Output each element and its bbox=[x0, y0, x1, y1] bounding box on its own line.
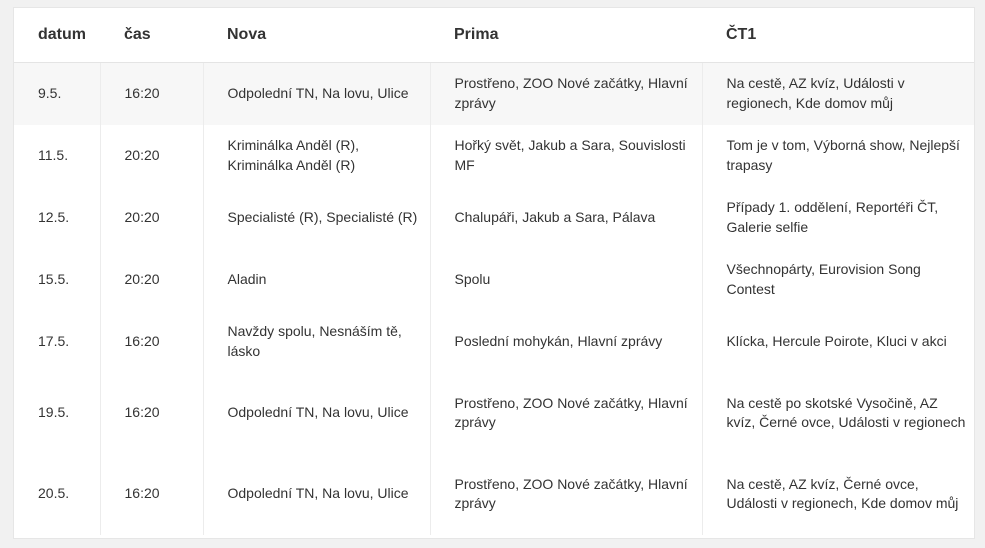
cell-nova: Navždy spolu, Nesnáším tě, lásko bbox=[203, 311, 430, 373]
cell-ct1: Případy 1. oddělení, Reportéři ČT, Galerie selfie bbox=[702, 187, 974, 249]
cell-prima: Spolu bbox=[430, 249, 702, 311]
cell-cas: 20:20 bbox=[100, 125, 203, 187]
cell-datum: 9.5. bbox=[14, 63, 100, 125]
cell-prima: Prostřeno, ZOO Nové začátky, Hlavní zprávy bbox=[430, 373, 702, 454]
cell-cas: 16:20 bbox=[100, 311, 203, 373]
cell-nova: Specialisté (R), Specialisté (R) bbox=[203, 187, 430, 249]
cell-nova: Aladin bbox=[203, 249, 430, 311]
cell-prima: Chalupáři, Jakub a Sara, Pálava bbox=[430, 187, 702, 249]
cell-prima: Poslední mohykán, Hlavní zprávy bbox=[430, 311, 702, 373]
cell-ct1: Na cestě, AZ kvíz, Černé ovce, Události v regionech, Kde domov můj bbox=[702, 454, 974, 535]
table-row bbox=[14, 311, 974, 373]
table-row bbox=[14, 454, 974, 535]
header-cas: čas bbox=[100, 8, 203, 63]
header-datum: datum bbox=[14, 8, 100, 63]
table-row bbox=[14, 373, 974, 454]
cell-cas: 16:20 bbox=[100, 373, 203, 454]
cell-ct1: Tom je v tom, Výborná show, Nejlepší trapasy bbox=[702, 125, 974, 187]
cell-datum: 12.5. bbox=[38, 208, 70, 225]
table-row bbox=[14, 249, 974, 311]
table-body bbox=[14, 63, 974, 535]
cell-cas: 16:20 bbox=[100, 454, 203, 535]
cell-datum: 19.5. bbox=[38, 404, 70, 421]
cell-datum: 20.5. bbox=[38, 485, 70, 502]
header-nova: Nova bbox=[203, 8, 430, 63]
cell-cas: 16:20 bbox=[100, 63, 203, 125]
cell-datum: 15.5. bbox=[38, 270, 70, 287]
cell-nova: Odpolední TN, Na lovu, Ulice bbox=[203, 373, 430, 454]
header-prima: Prima bbox=[430, 8, 702, 63]
cell-ct1: Všechnopárty, Eurovision Song Contest bbox=[702, 249, 974, 311]
header-ct1: ČT1 bbox=[702, 8, 974, 63]
cell-nova: Odpolední TN, Na lovu, Ulice bbox=[203, 454, 430, 535]
cell-cas: 20:20 bbox=[100, 187, 203, 249]
cell-ct1: Na cestě po skotské Vysočině, AZ kvíz, Černé ovce, Události v regionech bbox=[702, 373, 974, 454]
table-header bbox=[14, 8, 974, 63]
cell-cas: 20:20 bbox=[100, 249, 203, 311]
cell-prima: Prostřeno, ZOO Nové začátky, Hlavní zprávy bbox=[430, 454, 702, 535]
table-row bbox=[14, 187, 974, 249]
cell-datum: 17.5. bbox=[38, 332, 70, 349]
table-row bbox=[14, 125, 974, 187]
schedule-card bbox=[13, 7, 975, 539]
cell-ct1: Klícka, Hercule Poirote, Kluci v akci bbox=[702, 311, 974, 373]
header-row bbox=[14, 8, 974, 63]
cell-datum: 11.5. bbox=[38, 146, 69, 163]
cell-prima: Prostřeno, ZOO Nové začátky, Hlavní zprávy bbox=[430, 63, 702, 125]
schedule-table bbox=[14, 8, 974, 535]
cell-nova: Kriminálka Anděl (R), Kriminálka Anděl (R) bbox=[203, 125, 430, 187]
cell-prima: Hořký svět, Jakub a Sara, Souvislosti MF bbox=[430, 125, 702, 187]
cell-nova: Odpolední TN, Na lovu, Ulice bbox=[203, 63, 430, 125]
cell-ct1: Na cestě, AZ kvíz, Události v regionech, Kde domov můj bbox=[702, 63, 974, 125]
table-row bbox=[14, 63, 974, 125]
